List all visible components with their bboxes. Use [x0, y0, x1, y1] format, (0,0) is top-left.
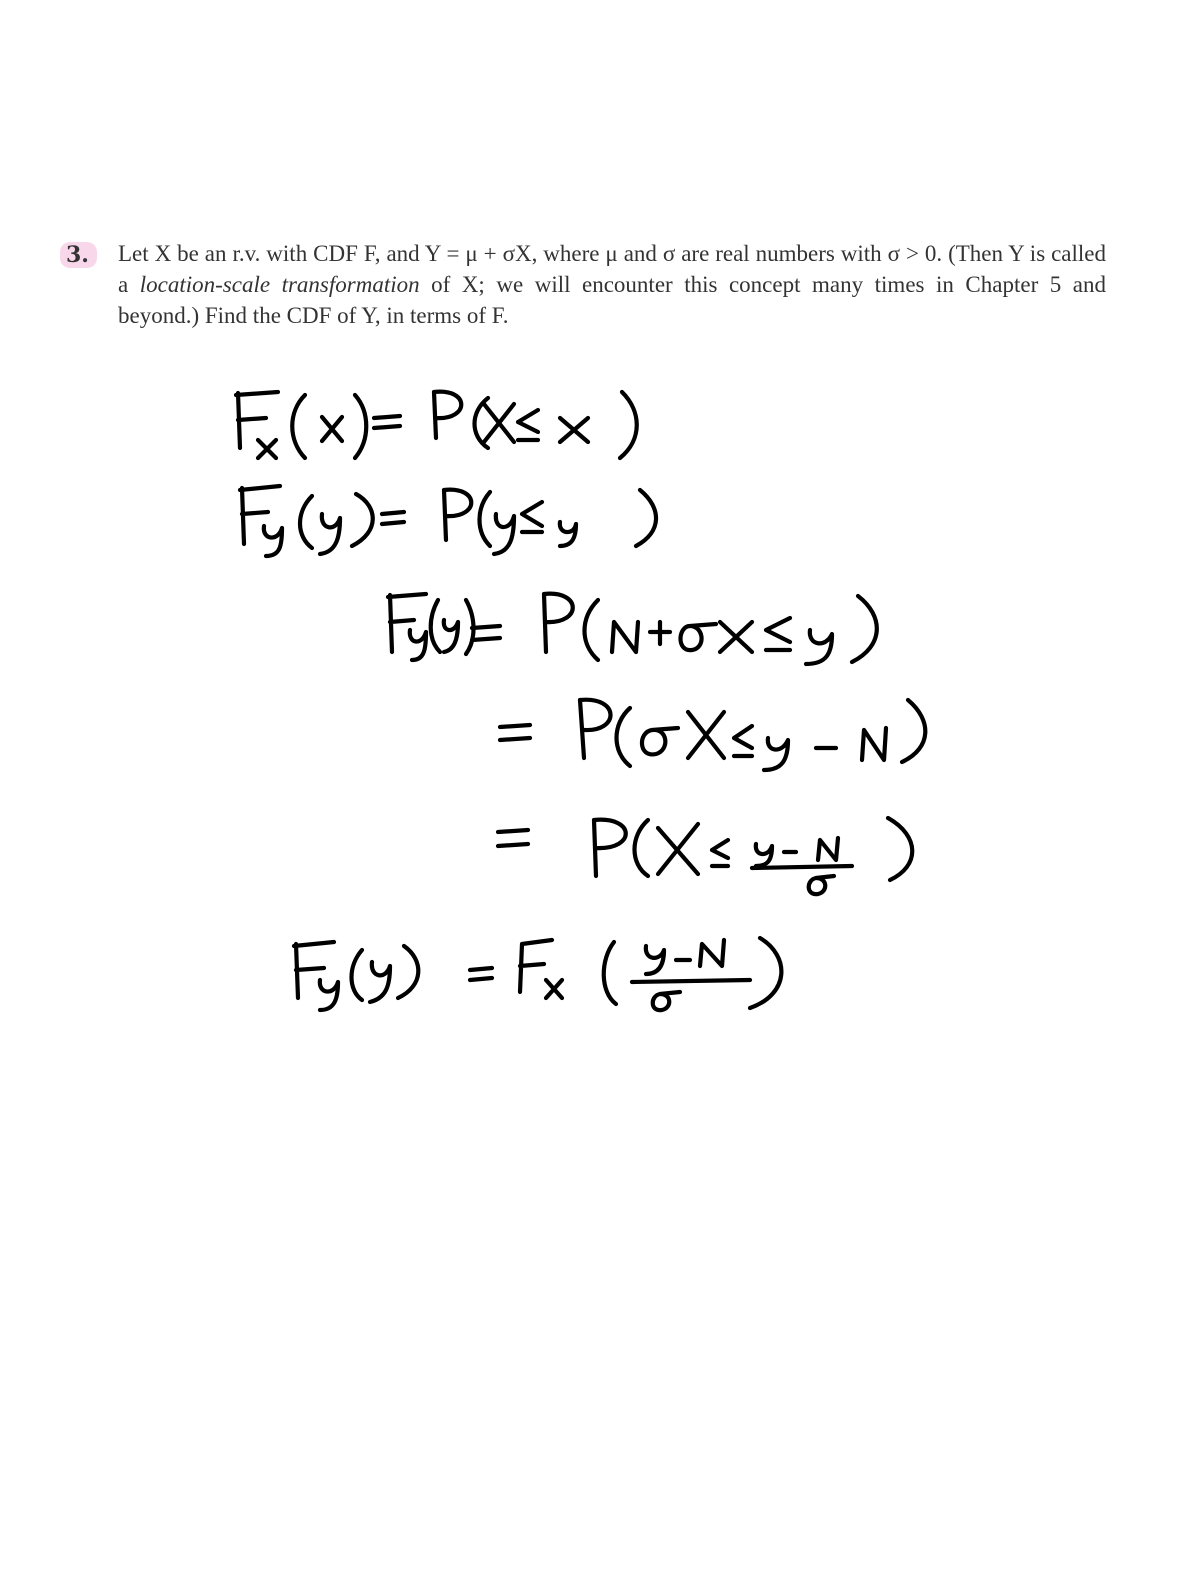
statement-text-2: of X; we will encounter this concept many times in Chapter 5 and beyond.) Find the CDF of Y, in terms of F.	[118, 272, 1107, 328]
problem-number: 3.	[60, 242, 97, 268]
statement-italic-term: location-scale transformation	[139, 272, 420, 297]
handwritten-line-3	[388, 594, 877, 664]
statement-text-1: Let X be an r.v. with CDF F, and Y = μ + σX, where μ and σ are real numbers with σ > 0. (Then Y is called a	[118, 241, 1106, 297]
handwritten-line-6	[294, 938, 781, 1010]
handwritten-line-1	[236, 392, 637, 458]
handwritten-line-2	[240, 486, 656, 556]
handwritten-line-4	[500, 700, 925, 770]
handwritten-line-5	[498, 818, 912, 894]
